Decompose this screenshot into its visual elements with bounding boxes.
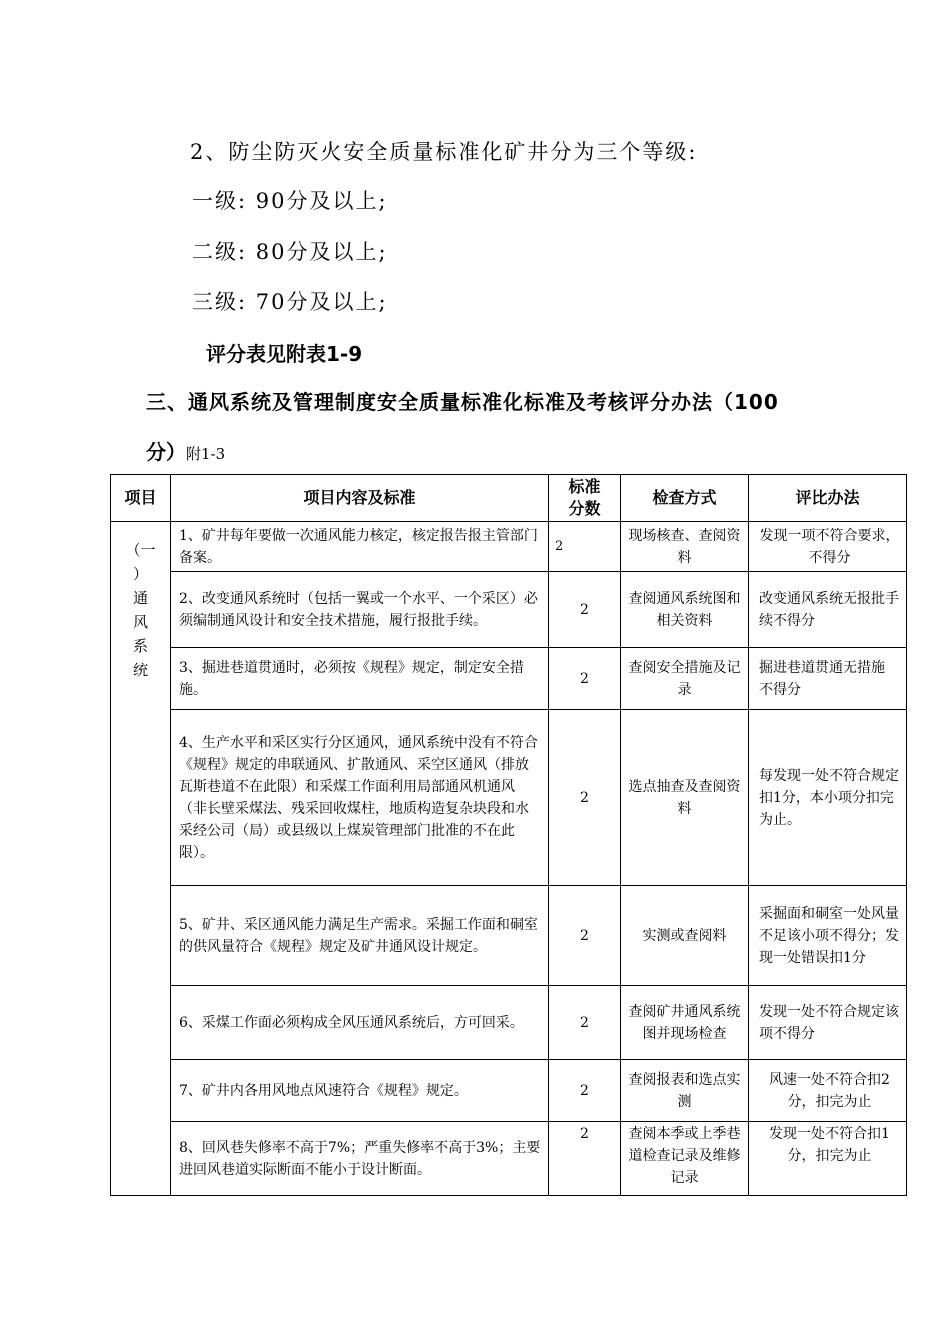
category-char: 系 bbox=[132, 637, 148, 655]
category-char: 通 bbox=[132, 589, 148, 607]
table-header-row bbox=[111, 475, 907, 522]
row-rule: 发现一处不符合规定该项不得分 bbox=[749, 986, 907, 1060]
row-method: 查阅报表和选点实测 bbox=[621, 1060, 749, 1122]
table-row bbox=[111, 710, 907, 886]
level-second: 二级: 80分及以上; bbox=[192, 240, 388, 264]
header-score-line1: 标准 bbox=[568, 477, 601, 496]
row-method: 查阅矿井通风系统图并现场检查 bbox=[621, 986, 749, 1060]
row-method: 查阅本季或上季巷道检查记录及维修记录 bbox=[621, 1122, 749, 1196]
row-score: 2 bbox=[549, 986, 621, 1060]
row-content: 1、矿井每年要做一次通风能力核定，核定报告报主管部门备案。 bbox=[171, 522, 549, 572]
category-char: ） bbox=[132, 565, 148, 583]
row-method: 查阅安全措施及记录 bbox=[621, 648, 749, 710]
row-content: 8、回风巷失修率不高于7%；严重失修率不高于3%；主要进回风巷道实际断面不能小于设计断面。 bbox=[171, 1122, 549, 1196]
row-method: 实测或查阅料 bbox=[621, 886, 749, 986]
section-heading-tail: 分） bbox=[146, 440, 186, 464]
row-method: 查阅通风系统图和相关资料 bbox=[621, 572, 749, 648]
row-rule: 每发现一处不符合规定扣1分，本小项分扣完为止。 bbox=[749, 710, 907, 886]
category-char: （一 bbox=[125, 541, 156, 559]
header-score-line2: 分数 bbox=[568, 499, 601, 518]
row-content: 5、矿井、采区通风能力满足生产需求。采掘工作面和硐室的供风量符合《规程》规定及矿井通风设计规定。 bbox=[171, 886, 549, 986]
row-score: 2 bbox=[549, 1060, 621, 1122]
row-score: 2 bbox=[549, 886, 621, 986]
header-method: 检查方式 bbox=[621, 475, 749, 522]
row-content: 6、采煤工作面必须构成全风压通风系统后，方可回采。 bbox=[171, 986, 549, 1060]
row-rule: 改变通风系统无报批手续不得分 bbox=[749, 572, 907, 648]
row-content: 2、改变通风系统时（包括一翼或一个水平、一个采区）必须编制通风设计和安全技术措施，履行报批手续。 bbox=[171, 572, 549, 648]
row-score: 2 bbox=[549, 572, 621, 648]
row-method: 现场核查、查阅资料 bbox=[621, 522, 749, 572]
level-intro: 2、防尘防灭火安全质量标准化矿井分为三个等级: bbox=[190, 140, 698, 164]
section-heading-continued bbox=[146, 436, 225, 465]
category-char: 风 bbox=[132, 613, 148, 631]
row-method: 选点抽查及查阅资料 bbox=[621, 710, 749, 886]
category-ventilation-system bbox=[111, 522, 171, 1196]
section-heading: 三、通风系统及管理制度安全质量标准化标准及考核评分办法（100 bbox=[146, 390, 779, 414]
header-content: 项目内容及标准 bbox=[171, 475, 549, 522]
table-row bbox=[111, 572, 907, 648]
row-score: 2 bbox=[549, 522, 621, 572]
header-score bbox=[549, 475, 621, 522]
row-score: 2 bbox=[549, 1122, 621, 1196]
row-score: 2 bbox=[549, 710, 621, 886]
level-third: 三级: 70分及以上; bbox=[192, 290, 388, 314]
table-row bbox=[111, 522, 907, 572]
row-rule: 采掘面和硐室一处风量不足该小项不得分；发现一处错误扣1分 bbox=[749, 886, 907, 986]
ventilation-score-table bbox=[110, 474, 907, 1196]
row-score: 2 bbox=[549, 648, 621, 710]
attachment-label: 附1-3 bbox=[186, 445, 226, 463]
score-table-reference: 评分表见附表1-9 bbox=[206, 342, 363, 366]
level-first: 一级: 90分及以上; bbox=[192, 189, 388, 213]
table-row bbox=[111, 1122, 907, 1196]
row-rule: 掘进巷道贯通无措施 不得分 bbox=[749, 648, 907, 710]
row-rule: 发现一项不符合要求，不得分 bbox=[749, 522, 907, 572]
row-content: 7、矿井内各用风地点风速符合《规程》规定。 bbox=[171, 1060, 549, 1122]
row-rule: 风速一处不符合扣2分，扣完为止 bbox=[749, 1060, 907, 1122]
table-row bbox=[111, 1060, 907, 1122]
table-row bbox=[111, 886, 907, 986]
row-content: 3、掘进巷道贯通时，必须按《规程》规定，制定安全措施。 bbox=[171, 648, 549, 710]
table-row bbox=[111, 648, 907, 710]
row-rule: 发现一处不符合扣1分，扣完为止 bbox=[749, 1122, 907, 1196]
header-item: 项目 bbox=[111, 475, 171, 522]
header-rule: 评比办法 bbox=[749, 475, 907, 522]
category-char: 统 bbox=[132, 661, 148, 679]
table-row bbox=[111, 986, 907, 1060]
row-content: 4、生产水平和采区实行分区通风，通风系统中没有不符合《规程》规定的串联通风、扩散通风、采空区通风（排放瓦斯巷道不在此限）和采煤工作面利用局部通风机通风（非长壁采煤法、残采回收煤柱，地质构造复杂块段和水采经公司（局）或县级以上煤炭管理部门批准的不在此限）。 bbox=[171, 710, 549, 886]
